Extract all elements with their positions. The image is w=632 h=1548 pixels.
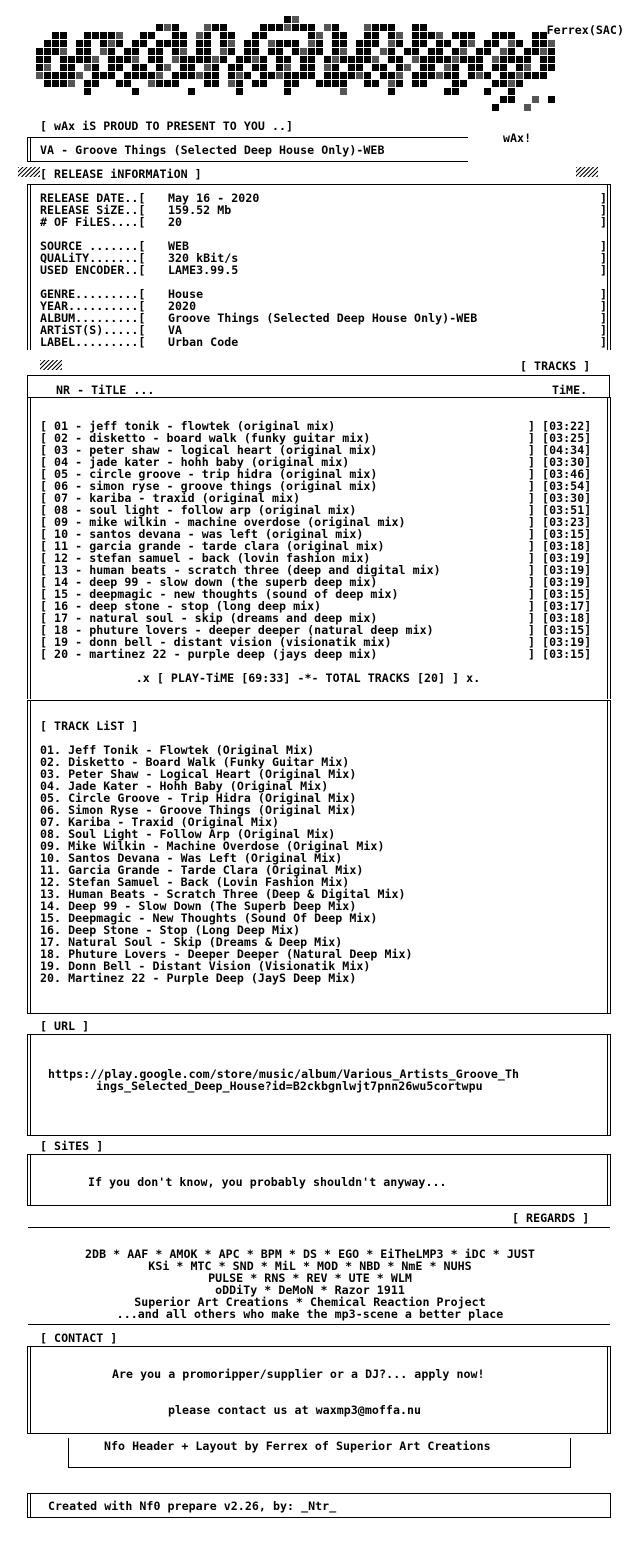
tracklist-item: 01. Jeff Tonik - Flowtek (Original Mix)	[40, 743, 315, 757]
release-info-label: [ RELEASE iNFORMATiON ]	[40, 167, 202, 181]
release-info-bracket: ]	[600, 251, 608, 265]
layout-credit: Nfo Header + Layout by Ferrex of Superior Art Creations	[104, 1439, 491, 1453]
release-info-value: Urban Code	[168, 335, 239, 349]
track-row-time: ] [03:19]	[528, 635, 592, 649]
release-info-bracket: ]	[600, 299, 608, 313]
nfo-credit: Ferrex(SAC)	[546, 23, 624, 37]
tracks-col-time: TiME.	[552, 383, 588, 397]
tracklist-item: 13. Human Beats - Scratch Three (Deep & Digital Mix)	[40, 887, 406, 901]
release-info-key: GENRE.........[	[40, 287, 146, 301]
contact-email: please contact us at waxmp3@moffa.nu	[168, 1403, 422, 1417]
track-row-time: ] [03:19]	[528, 551, 592, 565]
tracklist-item: 11. Garcia Grande - Tarde Clara (Original Mix)	[40, 863, 364, 877]
release-info-value: 20	[168, 215, 183, 229]
track-row-title: [ 04 - jade kater - hohh baby (original mix)	[40, 455, 350, 469]
release-info-bracket: ]	[600, 263, 608, 277]
track-row-time: ] [03:30]	[528, 455, 592, 469]
track-row-title: [ 11 - garcia grande - tarde clara (original mix)	[40, 539, 385, 553]
track-row-time: ] [03:18]	[528, 539, 592, 553]
release-info-key: USED ENCODER..[	[40, 263, 146, 277]
track-row-title: [ 07 - kariba - traxid (original mix)	[40, 491, 301, 505]
sites-label: [ SiTES ]	[40, 1139, 104, 1153]
release-info-value: 159.52 Mb	[168, 203, 232, 217]
contact-apply: Are you a promoripper/supplier or a DJ?... apply now!	[112, 1367, 485, 1381]
release-info-bracket: ]	[600, 323, 608, 337]
tracklist-item: 12. Stefan Samuel - Back (Lovin Fashion Mix)	[40, 875, 350, 889]
release-url-line1: https://play.google.com/store/music/album/Various_Artists_Groove_Th	[48, 1067, 520, 1081]
track-row-time: ] [03:30]	[528, 491, 592, 505]
release-url-line2: ings_Selected_Deep_House?id=B2ckbgnlwjt7pnn26wu5cortwpu	[96, 1079, 483, 1093]
release-info-key: QUALiTY.......[	[40, 251, 146, 265]
tracklist-item: 14. Deep 99 - Slow Down (The Superb Deep Mix)	[40, 899, 357, 913]
release-info-value: 2020	[168, 299, 197, 313]
release-title: VA - Groove Things (Selected Deep House Only)-WEB	[40, 143, 385, 157]
regards-line: Superior Art Creations * Chemical Reaction Project	[134, 1295, 486, 1309]
regards-line: ...and all others who make the mp3-scene a better place	[116, 1307, 504, 1321]
release-info-bracket: ]	[600, 239, 608, 253]
release-info-key: RELEASE SiZE..[	[40, 203, 146, 217]
track-row-title: [ 18 - phuture lovers - deeper deeper (natural deep mix)	[40, 623, 434, 637]
tracklist-item: 06. Simon Ryse - Groove Things (Original Mix)	[40, 803, 357, 817]
track-row-time: ] [03:15]	[528, 623, 592, 637]
created-with: Created with Nf0 prepare v2.26, by: _Ntr_	[48, 1499, 337, 1513]
hatch-divider	[18, 167, 40, 177]
release-info-value: 320 kBit/s	[168, 251, 239, 265]
release-info-value: VA	[168, 323, 183, 337]
release-info-value: LAME3.99.5	[168, 263, 239, 277]
regards-line: PULSE * RNS * REV * UTE * WLM	[208, 1271, 412, 1285]
tracks-col-title: NR - TiTLE ...	[56, 383, 155, 397]
release-info-key: SOURCE .......[	[40, 239, 146, 253]
track-row-title: [ 02 - disketto - board walk (funky guitar mix)	[40, 431, 371, 445]
release-info-value: Groove Things (Selected Deep House Only)-WEB	[168, 311, 478, 325]
regards-label: [ REGARDS ]	[512, 1211, 590, 1225]
track-row-time: ] [03:15]	[528, 647, 592, 661]
tracks-total: .x [ PLAY-TiME [69:33] -*- TOTAL TRACKS [20] ] x.	[135, 671, 481, 685]
proud-banner: [ wAx iS PROUD TO PRESENT TO YOU ..]	[40, 119, 294, 133]
regards-line: oDDiTy * DeMoN * Razor 1911	[215, 1283, 405, 1297]
tracklist-item: 16. Deep Stone - Stop (Long Deep Mix)	[40, 923, 301, 937]
track-row-title: [ 20 - martinez 22 - purple deep (jays deep mix)	[40, 647, 378, 661]
track-row-title: [ 06 - simon ryse - groove things (original mix)	[40, 479, 378, 493]
release-info-bracket: ]	[600, 203, 608, 217]
track-row-title: [ 01 - jeff tonik - flowtek (original mix)	[40, 419, 336, 433]
release-info-bracket: ]	[600, 335, 608, 349]
track-row-title: [ 13 - human beats - scratch three (deep and digital mix)	[40, 563, 441, 577]
release-info-bracket: ]	[600, 191, 608, 205]
release-info-key: ALBUM.........[	[40, 311, 146, 325]
tracklist-item: 05. Circle Groove - Trip Hidra (Original Mix)	[40, 791, 357, 805]
track-row-time: ] [03:46]	[528, 467, 592, 481]
track-row-time: ] [03:54]	[528, 479, 592, 493]
release-info-value: House	[168, 287, 204, 301]
hatch-divider	[576, 167, 598, 177]
track-row-title: [ 05 - circle groove - trip hidra (original mix)	[40, 467, 378, 481]
release-info-key: RELEASE DATE..[	[40, 191, 146, 205]
track-row-title: [ 10 - santos devana - was left (original mix)	[40, 527, 364, 541]
track-row-title: [ 14 - deep 99 - slow down (the superb deep mix)	[40, 575, 378, 589]
track-row-time: ] [04:34]	[528, 443, 592, 457]
tracklist-item: 04. Jade Kater - Hohh Baby (Original Mix)	[40, 779, 329, 793]
tracklist-item: 15. Deepmagic - New Thoughts (Sound Of Deep Mix)	[40, 911, 378, 925]
url-label: [ URL ]	[40, 1019, 90, 1033]
track-row-title: [ 17 - natural soul - skip (dreams and deep mix)	[40, 611, 378, 625]
track-row-title: [ 09 - mike wilkin - machine overdose (original mix)	[40, 515, 406, 529]
track-row-time: ] [03:19]	[528, 575, 592, 589]
track-row-title: [ 03 - peter shaw - logical heart (original mix)	[40, 443, 378, 457]
tracklist-item: 10. Santos Devana - Was Left (Original Mix)	[40, 851, 343, 865]
regards-line: KSi * MTC * SND * MiL * MOD * NBD * NmE * NUHS	[148, 1259, 472, 1273]
release-info-key: YEAR..........[	[40, 299, 146, 313]
track-row-time: ] [03:15]	[528, 527, 592, 541]
track-row-title: [ 16 - deep stone - stop (long deep mix)	[40, 599, 322, 613]
track-row-time: ] [03:15]	[528, 587, 592, 601]
track-row-title: [ 19 - donn bell - distant vision (visionatik mix)	[40, 635, 392, 649]
track-row-title: [ 08 - soul light - follow arp (original mix)	[40, 503, 357, 517]
release-info-value: May 16 - 2020	[168, 191, 260, 205]
track-row-time: ] [03:18]	[528, 611, 592, 625]
track-row-time: ] [03:22]	[528, 419, 592, 433]
release-info-bracket: ]	[600, 287, 608, 301]
release-info-value: WEB	[168, 239, 190, 253]
release-info-key: # OF FiLES....[	[40, 215, 146, 229]
track-row-title: [ 15 - deepmagic - new thoughts (sound of deep mix)	[40, 587, 399, 601]
tracklist-item: 07. Kariba - Traxid (Original Mix)	[40, 815, 280, 829]
tracklist-item: 08. Soul Light - Follow Arp (Original Mix)	[40, 827, 336, 841]
tracklist-item: 09. Mike Wilkin - Machine Overdose (Original Mix)	[40, 839, 385, 853]
tracklist-item: 20. Martinez 22 - Purple Deep (JayS Deep Mix)	[40, 971, 357, 985]
tracklist-item: 03. Peter Shaw - Logical Heart (Original Mix)	[40, 767, 357, 781]
tracklist-label: [ TRACK LiST ]	[40, 719, 139, 733]
track-row-time: ] [03:25]	[528, 431, 592, 445]
tracklist-item: 02. Disketto - Board Walk (Funky Guitar Mix)	[40, 755, 350, 769]
sites-text: If you don't know, you probably shouldn't anyway...	[88, 1175, 447, 1189]
track-row-time: ] [03:19]	[528, 563, 592, 577]
release-info-key: ARTiST(S).....[	[40, 323, 146, 337]
track-row-title: [ 12 - stefan samuel - back (lovin fashion mix)	[40, 551, 371, 565]
release-info-key: LABEL.........[	[40, 335, 146, 349]
tracklist-item: 18. Phuture Lovers - Deeper Deeper (Natural Deep Mix)	[40, 947, 413, 961]
hatch-divider	[40, 360, 62, 370]
group-tag: wAx!	[503, 131, 532, 145]
tracklist-item: 19. Donn Bell - Distant Vision (Visionatik Mix)	[40, 959, 371, 973]
contact-label: [ CONTACT ]	[40, 1331, 118, 1345]
release-info-bracket: ]	[600, 215, 608, 229]
track-row-time: ] [03:51]	[528, 503, 592, 517]
tracks-label: [ TRACKS ]	[520, 359, 591, 373]
track-row-time: ] [03:17]	[528, 599, 592, 613]
regards-line: 2DB * AAF * AMOK * APC * BPM * DS * EGO * EiTheLMP3 * iDC * JUST	[85, 1247, 535, 1261]
release-info-bracket: ]	[600, 311, 608, 325]
tracklist-item: 17. Natural Soul - Skip (Dreams & Deep Mix)	[40, 935, 343, 949]
track-row-time: ] [03:23]	[528, 515, 592, 529]
